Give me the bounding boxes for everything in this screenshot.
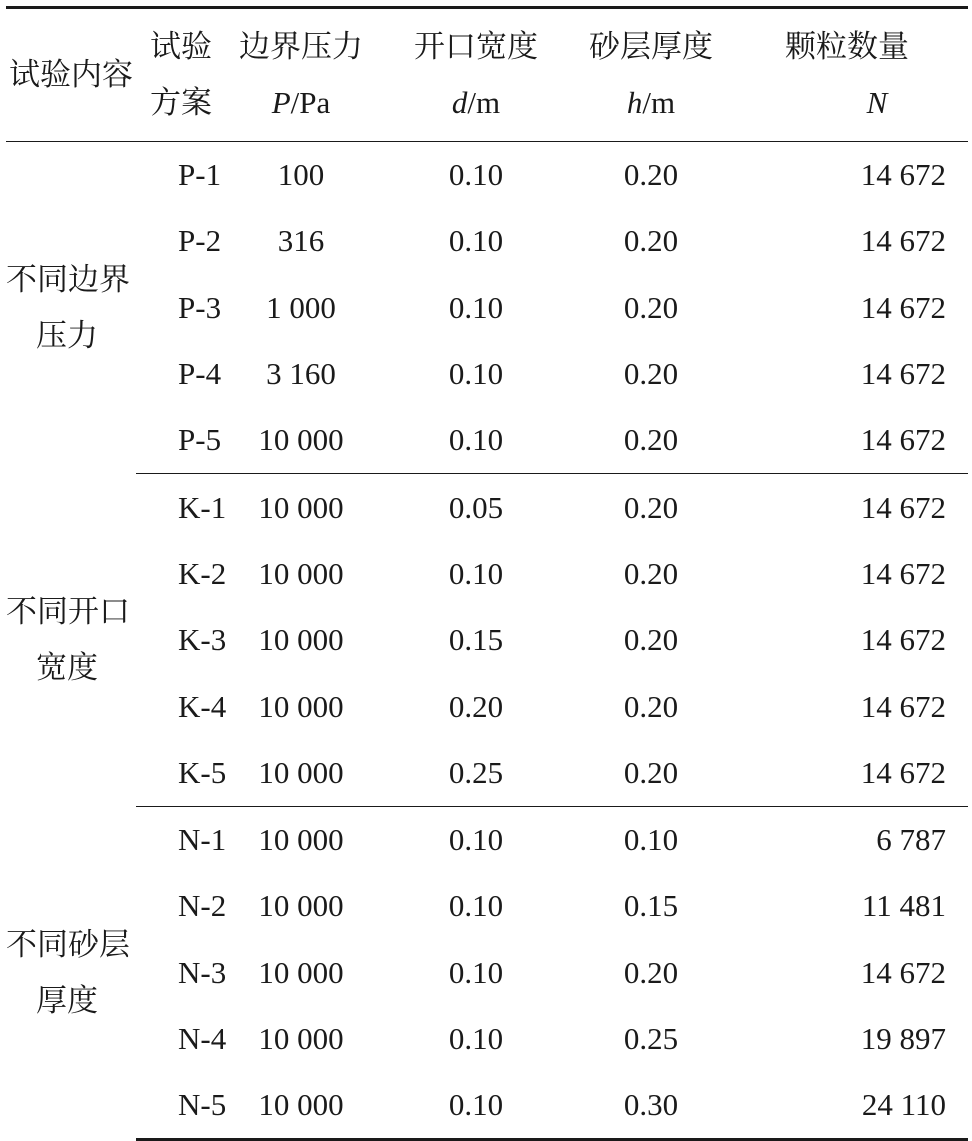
cell-thickness: 0.25 xyxy=(623,1021,679,1056)
header-test-plan-line1: 试验 xyxy=(150,29,212,64)
cell-thickness: 0.20 xyxy=(623,622,679,658)
cell-width: 0.10 xyxy=(448,223,504,259)
cell-pressure: 10 000 xyxy=(226,1072,376,1140)
table-row xyxy=(6,541,968,607)
cell-plan: P-4 xyxy=(178,356,222,392)
cell-plan: K-1 xyxy=(178,489,227,525)
cell-width: 0.10 xyxy=(376,1072,576,1140)
table-body xyxy=(6,142,968,1140)
cell-thickness: 0.20 xyxy=(623,223,679,259)
cell-thickness: 0.20 xyxy=(576,407,726,474)
cell-plan: N-4 xyxy=(178,1021,227,1056)
table-row xyxy=(6,208,968,274)
header-particle-count-label: 颗粒数量 xyxy=(785,29,909,64)
cell-count: 14 672 xyxy=(860,954,946,990)
header-boundary-pressure-label: 边界压力 xyxy=(239,29,363,64)
experiment-table xyxy=(6,6,968,1141)
cell-count: 14 672 xyxy=(860,555,946,591)
header-boundary-pressure xyxy=(226,8,376,142)
table-row xyxy=(6,740,968,807)
cell-thickness: 0.20 xyxy=(623,356,679,392)
header-sand-thickness-unit-line xyxy=(576,75,726,131)
cell-width: 0.10 xyxy=(448,555,504,591)
header-test-content xyxy=(6,8,136,142)
cell-plan: K-4 xyxy=(178,688,227,724)
table-row xyxy=(6,673,968,739)
table-row xyxy=(6,873,968,939)
cell-pressure: 3 160 xyxy=(266,356,336,392)
table-row xyxy=(6,940,968,1006)
group-label-line2: 厚度 xyxy=(36,983,98,1019)
group-label-line1: 不同边界 xyxy=(6,261,130,297)
header-opening-width-label: 开口宽度 xyxy=(414,29,538,64)
group-label xyxy=(6,142,136,474)
header-sand-thickness-label: 砂层厚度 xyxy=(589,29,713,64)
cell-count: 14 672 xyxy=(726,407,968,474)
cell-pressure: 316 xyxy=(277,223,325,259)
cell-pressure: 10 000 xyxy=(226,407,376,474)
cell-count: 14 672 xyxy=(860,223,946,259)
cell-width: 0.10 xyxy=(448,356,504,392)
cell-pressure: 10 000 xyxy=(258,622,344,658)
table-row xyxy=(6,607,968,673)
cell-count: 14 672 xyxy=(726,740,968,807)
cell-plan: N-2 xyxy=(178,888,227,924)
cell-thickness: 0.20 xyxy=(623,157,679,193)
cell-count: 6 787 xyxy=(876,822,946,858)
cell-plan: P-5 xyxy=(136,407,226,474)
cell-pressure: 10 000 xyxy=(226,740,376,807)
cell-pressure: 10 000 xyxy=(258,954,344,990)
cell-pressure: 1 000 xyxy=(266,289,336,325)
cell-plan: N-1 xyxy=(178,822,227,858)
cell-thickness: 0.20 xyxy=(623,289,679,325)
group-label-line2: 压力 xyxy=(36,317,98,353)
cell-count: 14 672 xyxy=(860,489,946,525)
group-label-line1: 不同开口 xyxy=(6,594,130,630)
table-row xyxy=(6,142,968,209)
table-header xyxy=(6,8,968,142)
cell-thickness: 0.20 xyxy=(623,954,679,990)
header-opening-width xyxy=(376,8,576,142)
cell-pressure: 10 000 xyxy=(258,822,344,858)
header-particle-count xyxy=(726,8,968,142)
cell-thickness: 0.30 xyxy=(576,1072,726,1140)
cell-count: 11 481 xyxy=(861,888,946,924)
cell-count: 14 672 xyxy=(860,622,946,658)
header-row xyxy=(6,8,968,142)
cell-thickness: 0.20 xyxy=(576,740,726,807)
thickness-unit: /m xyxy=(642,85,676,120)
cell-plan: N-5 xyxy=(136,1072,226,1140)
cell-plan: K-3 xyxy=(178,622,227,658)
width-unit: /m xyxy=(467,85,501,120)
cell-count: 14 672 xyxy=(860,289,946,325)
cell-width: 0.10 xyxy=(448,822,504,858)
table-row xyxy=(6,341,968,407)
cell-pressure: 10 000 xyxy=(258,489,344,525)
cell-width: 0.25 xyxy=(376,740,576,807)
table-row xyxy=(6,1072,968,1140)
table-row xyxy=(6,275,968,341)
cell-width: 0.10 xyxy=(448,289,504,325)
cell-pressure: 100 xyxy=(277,157,325,193)
cell-thickness: 0.20 xyxy=(623,489,679,525)
group-label xyxy=(6,474,136,806)
thickness-symbol: h xyxy=(626,85,643,120)
cell-width: 0.05 xyxy=(448,489,504,525)
header-particle-count-symbol-line xyxy=(726,75,968,131)
pressure-symbol: P xyxy=(271,85,291,120)
cell-count: 14 672 xyxy=(860,356,946,392)
cell-width: 0.15 xyxy=(448,622,504,658)
cell-pressure: 10 000 xyxy=(258,688,344,724)
cell-thickness: 0.10 xyxy=(623,822,679,858)
header-boundary-pressure-unit-line xyxy=(226,75,376,131)
cell-width: 0.10 xyxy=(448,888,504,924)
cell-count: 19 897 xyxy=(860,1021,946,1056)
table-row xyxy=(6,407,968,474)
cell-count: 14 672 xyxy=(860,157,946,193)
table-row xyxy=(6,1006,968,1072)
count-symbol: N xyxy=(866,85,888,120)
cell-pressure: 10 000 xyxy=(258,1021,344,1056)
cell-width: 0.10 xyxy=(448,157,504,193)
cell-pressure: 10 000 xyxy=(258,888,344,924)
cell-width: 0.20 xyxy=(448,688,504,724)
header-sand-thickness xyxy=(576,8,726,142)
cell-plan: P-3 xyxy=(178,289,222,325)
table-row xyxy=(6,474,968,541)
cell-thickness: 0.15 xyxy=(623,888,679,924)
pressure-unit: /Pa xyxy=(290,85,331,120)
cell-count: 14 672 xyxy=(860,688,946,724)
width-symbol: d xyxy=(451,85,468,120)
cell-width: 0.10 xyxy=(448,954,504,990)
cell-plan: P-1 xyxy=(178,157,222,193)
cell-plan: N-3 xyxy=(178,954,227,990)
cell-count: 24 110 xyxy=(726,1072,968,1140)
cell-width: 0.10 xyxy=(376,407,576,474)
group-label-line1: 不同砂层 xyxy=(6,927,130,963)
cell-thickness: 0.20 xyxy=(623,555,679,591)
header-test-plan xyxy=(136,8,226,142)
group-label xyxy=(6,806,136,1139)
cell-thickness: 0.20 xyxy=(623,688,679,724)
group-label-line2: 宽度 xyxy=(36,650,98,686)
header-test-content-label: 试验内容 xyxy=(9,57,133,92)
cell-pressure: 10 000 xyxy=(258,555,344,591)
header-test-plan-line2: 方案 xyxy=(150,85,212,120)
header-opening-width-unit-line xyxy=(376,75,576,131)
cell-plan: P-2 xyxy=(178,223,222,259)
table-row xyxy=(6,806,968,873)
cell-plan: K-2 xyxy=(178,555,227,591)
cell-width: 0.10 xyxy=(448,1021,504,1056)
cell-plan: K-5 xyxy=(136,740,226,807)
